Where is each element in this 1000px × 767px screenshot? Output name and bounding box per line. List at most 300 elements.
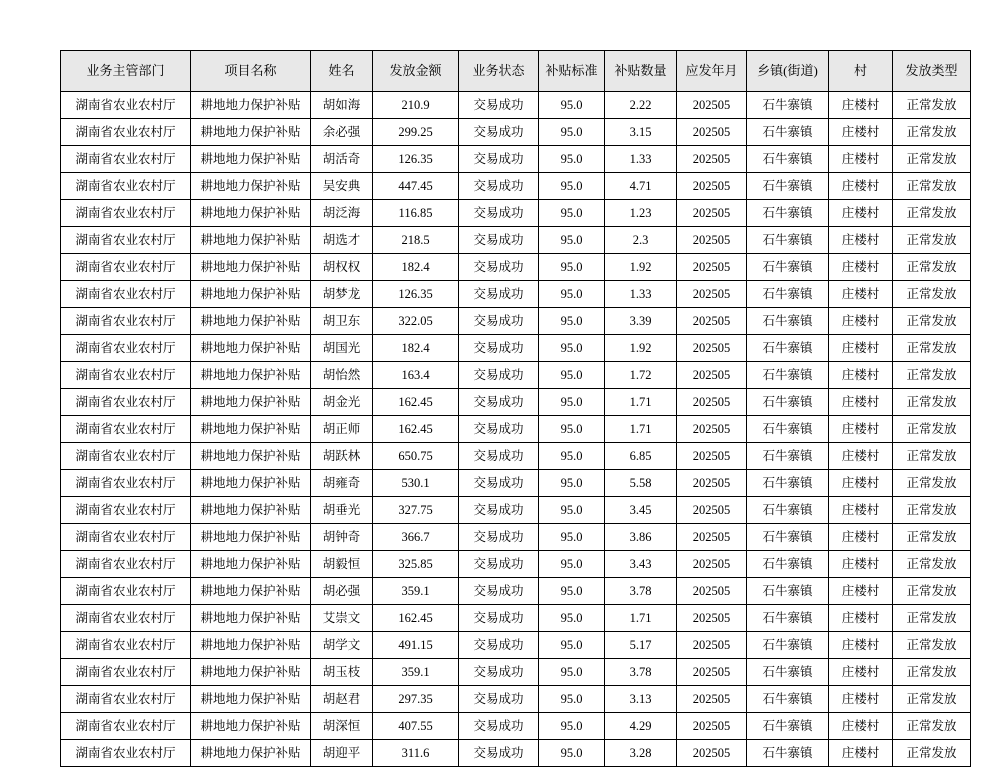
- table-cell: 交易成功: [459, 119, 539, 146]
- table-cell: 胡正师: [311, 416, 373, 443]
- table-cell: 95.0: [539, 200, 605, 227]
- table-cell: 116.85: [373, 200, 459, 227]
- table-cell: 湖南省农业农村厅: [61, 605, 191, 632]
- table-cell: 石牛寨镇: [747, 362, 829, 389]
- table-cell: 202505: [677, 416, 747, 443]
- table-cell: 正常发放: [893, 146, 971, 173]
- table-cell: 正常发放: [893, 470, 971, 497]
- table-cell: 202505: [677, 713, 747, 740]
- table-cell: 胡国光: [311, 335, 373, 362]
- table-cell: 正常发放: [893, 281, 971, 308]
- table-cell: 95.0: [539, 173, 605, 200]
- table-cell: 耕地地力保护补贴: [191, 389, 311, 416]
- table-row: [61, 740, 971, 767]
- table-cell: 交易成功: [459, 173, 539, 200]
- table-cell: 正常发放: [893, 335, 971, 362]
- table-cell: 3.78: [605, 578, 677, 605]
- table-cell: 胡玉枝: [311, 659, 373, 686]
- table-cell: 庄楼村: [829, 335, 893, 362]
- table-row: [61, 416, 971, 443]
- table-cell: 3.39: [605, 308, 677, 335]
- column-header-7: 应发年月: [677, 51, 747, 92]
- column-header-2: 姓名: [311, 51, 373, 92]
- table-cell: 交易成功: [459, 551, 539, 578]
- table-cell: 湖南省农业农村厅: [61, 308, 191, 335]
- column-header-8: 乡镇(街道): [747, 51, 829, 92]
- table-cell: 石牛寨镇: [747, 713, 829, 740]
- table-cell: 耕地地力保护补贴: [191, 254, 311, 281]
- table-cell: 6.85: [605, 443, 677, 470]
- table-cell: 湖南省农业农村厅: [61, 281, 191, 308]
- table-cell: 庄楼村: [829, 254, 893, 281]
- table-row: [61, 632, 971, 659]
- table-cell: 耕地地力保护补贴: [191, 686, 311, 713]
- table-row: [61, 119, 971, 146]
- table-cell: 耕地地力保护补贴: [191, 335, 311, 362]
- table-row: [61, 605, 971, 632]
- table-cell: 石牛寨镇: [747, 146, 829, 173]
- table-cell: 1.71: [605, 605, 677, 632]
- table-cell: 1.23: [605, 200, 677, 227]
- table-cell: 耕地地力保护补贴: [191, 524, 311, 551]
- table-cell: 石牛寨镇: [747, 227, 829, 254]
- table-cell: 湖南省农业农村厅: [61, 551, 191, 578]
- table-cell: 交易成功: [459, 92, 539, 119]
- table-cell: 庄楼村: [829, 524, 893, 551]
- table-cell: 5.58: [605, 470, 677, 497]
- table-cell: 95.0: [539, 389, 605, 416]
- table-cell: 95.0: [539, 119, 605, 146]
- table-cell: 正常发放: [893, 605, 971, 632]
- table-header: [61, 51, 971, 92]
- table-cell: 湖南省农业农村厅: [61, 713, 191, 740]
- table-cell: 4.71: [605, 173, 677, 200]
- table-cell: 1.92: [605, 254, 677, 281]
- table-cell: 庄楼村: [829, 632, 893, 659]
- table-cell: 胡赵君: [311, 686, 373, 713]
- table-cell: 202505: [677, 551, 747, 578]
- table-cell: 正常发放: [893, 686, 971, 713]
- table-cell: 湖南省农业农村厅: [61, 524, 191, 551]
- table-cell: 1.71: [605, 389, 677, 416]
- table-cell: 石牛寨镇: [747, 308, 829, 335]
- table-cell: 182.4: [373, 254, 459, 281]
- table-cell: 胡毅恒: [311, 551, 373, 578]
- table-cell: 95.0: [539, 443, 605, 470]
- table-cell: 交易成功: [459, 659, 539, 686]
- table-cell: 湖南省农业农村厅: [61, 227, 191, 254]
- table-cell: 交易成功: [459, 605, 539, 632]
- table-cell: 202505: [677, 443, 747, 470]
- column-header-5: 补贴标准: [539, 51, 605, 92]
- table-cell: 湖南省农业农村厅: [61, 686, 191, 713]
- table-cell: 95.0: [539, 713, 605, 740]
- table-cell: 正常发放: [893, 362, 971, 389]
- table-cell: 327.75: [373, 497, 459, 524]
- table-cell: 交易成功: [459, 443, 539, 470]
- table-cell: 庄楼村: [829, 686, 893, 713]
- column-header-4: 业务状态: [459, 51, 539, 92]
- table-row: [61, 200, 971, 227]
- table-cell: 胡活奇: [311, 146, 373, 173]
- table-cell: 交易成功: [459, 362, 539, 389]
- table-cell: 95.0: [539, 92, 605, 119]
- table-cell: 湖南省农业农村厅: [61, 119, 191, 146]
- table-cell: 胡卫东: [311, 308, 373, 335]
- table-cell: 石牛寨镇: [747, 443, 829, 470]
- subsidy-table-container: [60, 50, 958, 767]
- column-header-9: 村: [829, 51, 893, 92]
- table-cell: 吴安典: [311, 173, 373, 200]
- column-header-3: 发放金额: [373, 51, 459, 92]
- table-cell: 2.3: [605, 227, 677, 254]
- column-header-1: 项目名称: [191, 51, 311, 92]
- table-cell: 3.28: [605, 740, 677, 767]
- table-cell: 耕地地力保护补贴: [191, 173, 311, 200]
- table-cell: 202505: [677, 119, 747, 146]
- table-cell: 95.0: [539, 227, 605, 254]
- table-cell: 胡跃林: [311, 443, 373, 470]
- table-cell: 胡金光: [311, 389, 373, 416]
- table-row: [61, 524, 971, 551]
- column-header-10: 发放类型: [893, 51, 971, 92]
- table-cell: 正常发放: [893, 713, 971, 740]
- table-cell: 庄楼村: [829, 200, 893, 227]
- table-cell: 95.0: [539, 254, 605, 281]
- table-cell: 庄楼村: [829, 119, 893, 146]
- table-cell: 庄楼村: [829, 659, 893, 686]
- table-row: [61, 362, 971, 389]
- table-row: [61, 254, 971, 281]
- table-cell: 210.9: [373, 92, 459, 119]
- table-cell: 石牛寨镇: [747, 389, 829, 416]
- table-cell: 299.25: [373, 119, 459, 146]
- table-cell: 218.5: [373, 227, 459, 254]
- table-cell: 1.33: [605, 281, 677, 308]
- table-cell: 湖南省农业农村厅: [61, 146, 191, 173]
- table-cell: 202505: [677, 605, 747, 632]
- table-cell: 胡学文: [311, 632, 373, 659]
- table-cell: 311.6: [373, 740, 459, 767]
- table-cell: 163.4: [373, 362, 459, 389]
- table-cell: 202505: [677, 470, 747, 497]
- table-cell: 庄楼村: [829, 92, 893, 119]
- table-cell: 正常发放: [893, 578, 971, 605]
- table-cell: 交易成功: [459, 227, 539, 254]
- table-cell: 庄楼村: [829, 551, 893, 578]
- table-cell: 1.92: [605, 335, 677, 362]
- table-cell: 交易成功: [459, 254, 539, 281]
- table-cell: 交易成功: [459, 524, 539, 551]
- table-cell: 正常发放: [893, 227, 971, 254]
- table-row: [61, 578, 971, 605]
- table-cell: 95.0: [539, 497, 605, 524]
- table-cell: 1.71: [605, 416, 677, 443]
- table-cell: 3.78: [605, 659, 677, 686]
- table-cell: 3.43: [605, 551, 677, 578]
- table-cell: 胡梦龙: [311, 281, 373, 308]
- table-cell: 交易成功: [459, 281, 539, 308]
- table-row: [61, 443, 971, 470]
- table-cell: 石牛寨镇: [747, 173, 829, 200]
- table-cell: 湖南省农业农村厅: [61, 443, 191, 470]
- table-cell: 湖南省农业农村厅: [61, 362, 191, 389]
- table-row: [61, 281, 971, 308]
- table-cell: 庄楼村: [829, 308, 893, 335]
- table-cell: 胡垂光: [311, 497, 373, 524]
- table-cell: 正常发放: [893, 92, 971, 119]
- table-cell: 石牛寨镇: [747, 335, 829, 362]
- table-cell: 95.0: [539, 578, 605, 605]
- table-cell: 耕地地力保护补贴: [191, 200, 311, 227]
- table-cell: 202505: [677, 335, 747, 362]
- subsidy-table: [60, 50, 971, 767]
- table-cell: 交易成功: [459, 146, 539, 173]
- table-cell: 胡迎平: [311, 740, 373, 767]
- table-cell: 余必强: [311, 119, 373, 146]
- table-row: [61, 713, 971, 740]
- table-cell: 297.35: [373, 686, 459, 713]
- table-cell: 366.7: [373, 524, 459, 551]
- table-cell: 202505: [677, 740, 747, 767]
- table-cell: 正常发放: [893, 659, 971, 686]
- table-row: [61, 173, 971, 200]
- table-cell: 耕地地力保护补贴: [191, 470, 311, 497]
- table-row: [61, 335, 971, 362]
- table-row: [61, 659, 971, 686]
- table-cell: 胡怡然: [311, 362, 373, 389]
- table-cell: 石牛寨镇: [747, 686, 829, 713]
- table-cell: 交易成功: [459, 740, 539, 767]
- table-cell: 正常发放: [893, 173, 971, 200]
- table-cell: 95.0: [539, 335, 605, 362]
- table-cell: 交易成功: [459, 632, 539, 659]
- table-cell: 202505: [677, 632, 747, 659]
- table-cell: 石牛寨镇: [747, 416, 829, 443]
- table-cell: 95.0: [539, 416, 605, 443]
- table-cell: 艾崇文: [311, 605, 373, 632]
- table-cell: 650.75: [373, 443, 459, 470]
- table-cell: 庄楼村: [829, 227, 893, 254]
- table-cell: 石牛寨镇: [747, 605, 829, 632]
- column-header-0: 业务主管部门: [61, 51, 191, 92]
- table-cell: 石牛寨镇: [747, 578, 829, 605]
- table-cell: 95.0: [539, 686, 605, 713]
- table-cell: 耕地地力保护补贴: [191, 416, 311, 443]
- table-cell: 95.0: [539, 146, 605, 173]
- table-cell: 162.45: [373, 605, 459, 632]
- table-cell: 湖南省农业农村厅: [61, 470, 191, 497]
- table-cell: 正常发放: [893, 308, 971, 335]
- table-row: [61, 389, 971, 416]
- table-cell: 正常发放: [893, 497, 971, 524]
- table-cell: 5.17: [605, 632, 677, 659]
- table-cell: 2.22: [605, 92, 677, 119]
- table-cell: 石牛寨镇: [747, 551, 829, 578]
- table-cell: 正常发放: [893, 443, 971, 470]
- table-cell: 126.35: [373, 281, 459, 308]
- table-cell: 耕地地力保护补贴: [191, 92, 311, 119]
- table-row: [61, 470, 971, 497]
- table-cell: 胡泛海: [311, 200, 373, 227]
- table-cell: 交易成功: [459, 200, 539, 227]
- table-cell: 正常发放: [893, 119, 971, 146]
- table-row: [61, 92, 971, 119]
- table-cell: 正常发放: [893, 254, 971, 281]
- table-cell: 庄楼村: [829, 389, 893, 416]
- table-cell: 正常发放: [893, 416, 971, 443]
- table-cell: 交易成功: [459, 308, 539, 335]
- table-cell: 95.0: [539, 524, 605, 551]
- table-cell: 202505: [677, 200, 747, 227]
- table-cell: 石牛寨镇: [747, 524, 829, 551]
- table-cell: 202505: [677, 659, 747, 686]
- table-cell: 湖南省农业农村厅: [61, 578, 191, 605]
- table-cell: 162.45: [373, 389, 459, 416]
- table-row: [61, 686, 971, 713]
- table-cell: 湖南省农业农村厅: [61, 254, 191, 281]
- table-cell: 359.1: [373, 578, 459, 605]
- table-cell: 庄楼村: [829, 173, 893, 200]
- table-cell: 石牛寨镇: [747, 119, 829, 146]
- table-cell: 胡雍奇: [311, 470, 373, 497]
- table-cell: 202505: [677, 173, 747, 200]
- table-cell: 石牛寨镇: [747, 632, 829, 659]
- table-cell: 202505: [677, 92, 747, 119]
- table-cell: 胡钟奇: [311, 524, 373, 551]
- table-cell: 耕地地力保护补贴: [191, 281, 311, 308]
- table-cell: 95.0: [539, 551, 605, 578]
- table-cell: 耕地地力保护补贴: [191, 578, 311, 605]
- table-cell: 正常发放: [893, 389, 971, 416]
- table-cell: 庄楼村: [829, 605, 893, 632]
- table-cell: 正常发放: [893, 740, 971, 767]
- table-cell: 95.0: [539, 362, 605, 389]
- column-header-6: 补贴数量: [605, 51, 677, 92]
- table-cell: 202505: [677, 146, 747, 173]
- table-cell: 石牛寨镇: [747, 254, 829, 281]
- table-cell: 530.1: [373, 470, 459, 497]
- table-cell: 石牛寨镇: [747, 92, 829, 119]
- table-cell: 石牛寨镇: [747, 659, 829, 686]
- table-cell: 耕地地力保护补贴: [191, 362, 311, 389]
- table-cell: 庄楼村: [829, 713, 893, 740]
- table-cell: 耕地地力保护补贴: [191, 227, 311, 254]
- table-cell: 石牛寨镇: [747, 497, 829, 524]
- table-row: [61, 497, 971, 524]
- table-cell: 耕地地力保护补贴: [191, 308, 311, 335]
- table-row: [61, 551, 971, 578]
- table-cell: 3.15: [605, 119, 677, 146]
- table-cell: 95.0: [539, 632, 605, 659]
- table-cell: 95.0: [539, 740, 605, 767]
- table-cell: 石牛寨镇: [747, 200, 829, 227]
- table-cell: 447.45: [373, 173, 459, 200]
- table-cell: 耕地地力保护补贴: [191, 740, 311, 767]
- table-cell: 162.45: [373, 416, 459, 443]
- table-cell: 交易成功: [459, 497, 539, 524]
- table-cell: 95.0: [539, 308, 605, 335]
- table-cell: 407.55: [373, 713, 459, 740]
- table-cell: 交易成功: [459, 335, 539, 362]
- table-cell: 202505: [677, 254, 747, 281]
- table-cell: 耕地地力保护补贴: [191, 713, 311, 740]
- table-header-row: [61, 51, 971, 92]
- table-cell: 交易成功: [459, 389, 539, 416]
- table-cell: 95.0: [539, 470, 605, 497]
- table-cell: 石牛寨镇: [747, 740, 829, 767]
- table-cell: 庄楼村: [829, 578, 893, 605]
- table-cell: 交易成功: [459, 713, 539, 740]
- table-cell: 耕地地力保护补贴: [191, 632, 311, 659]
- table-cell: 4.29: [605, 713, 677, 740]
- table-cell: 胡必强: [311, 578, 373, 605]
- table-cell: 耕地地力保护补贴: [191, 659, 311, 686]
- table-cell: 耕地地力保护补贴: [191, 497, 311, 524]
- table-cell: 胡深恒: [311, 713, 373, 740]
- table-cell: 石牛寨镇: [747, 470, 829, 497]
- table-cell: 胡选才: [311, 227, 373, 254]
- table-cell: 322.05: [373, 308, 459, 335]
- table-cell: 交易成功: [459, 416, 539, 443]
- table-cell: 交易成功: [459, 578, 539, 605]
- table-cell: 202505: [677, 578, 747, 605]
- table-cell: 耕地地力保护补贴: [191, 443, 311, 470]
- table-cell: 95.0: [539, 659, 605, 686]
- table-cell: 202505: [677, 362, 747, 389]
- table-cell: 202505: [677, 389, 747, 416]
- table-cell: 耕地地力保护补贴: [191, 551, 311, 578]
- table-body: [61, 92, 971, 767]
- table-cell: 3.45: [605, 497, 677, 524]
- table-row: [61, 308, 971, 335]
- table-cell: 正常发放: [893, 200, 971, 227]
- table-cell: 湖南省农业农村厅: [61, 740, 191, 767]
- table-row: [61, 146, 971, 173]
- table-cell: 202505: [677, 281, 747, 308]
- table-cell: 182.4: [373, 335, 459, 362]
- table-cell: 交易成功: [459, 470, 539, 497]
- table-cell: 1.72: [605, 362, 677, 389]
- table-cell: 202505: [677, 227, 747, 254]
- table-cell: 庄楼村: [829, 740, 893, 767]
- table-cell: 95.0: [539, 605, 605, 632]
- table-cell: 202505: [677, 497, 747, 524]
- table-cell: 202505: [677, 308, 747, 335]
- table-cell: 湖南省农业农村厅: [61, 416, 191, 443]
- table-cell: 庄楼村: [829, 362, 893, 389]
- table-cell: 湖南省农业农村厅: [61, 92, 191, 119]
- table-cell: 正常发放: [893, 524, 971, 551]
- table-cell: 胡如海: [311, 92, 373, 119]
- table-cell: 1.33: [605, 146, 677, 173]
- table-cell: 湖南省农业农村厅: [61, 200, 191, 227]
- table-cell: 庄楼村: [829, 470, 893, 497]
- table-cell: 庄楼村: [829, 281, 893, 308]
- table-cell: 126.35: [373, 146, 459, 173]
- table-cell: 359.1: [373, 659, 459, 686]
- table-cell: 石牛寨镇: [747, 281, 829, 308]
- table-cell: 正常发放: [893, 632, 971, 659]
- table-cell: 庄楼村: [829, 146, 893, 173]
- table-cell: 湖南省农业农村厅: [61, 497, 191, 524]
- table-cell: 庄楼村: [829, 416, 893, 443]
- table-cell: 胡权权: [311, 254, 373, 281]
- table-cell: 湖南省农业农村厅: [61, 335, 191, 362]
- table-cell: 95.0: [539, 281, 605, 308]
- table-cell: 202505: [677, 524, 747, 551]
- table-cell: 耕地地力保护补贴: [191, 119, 311, 146]
